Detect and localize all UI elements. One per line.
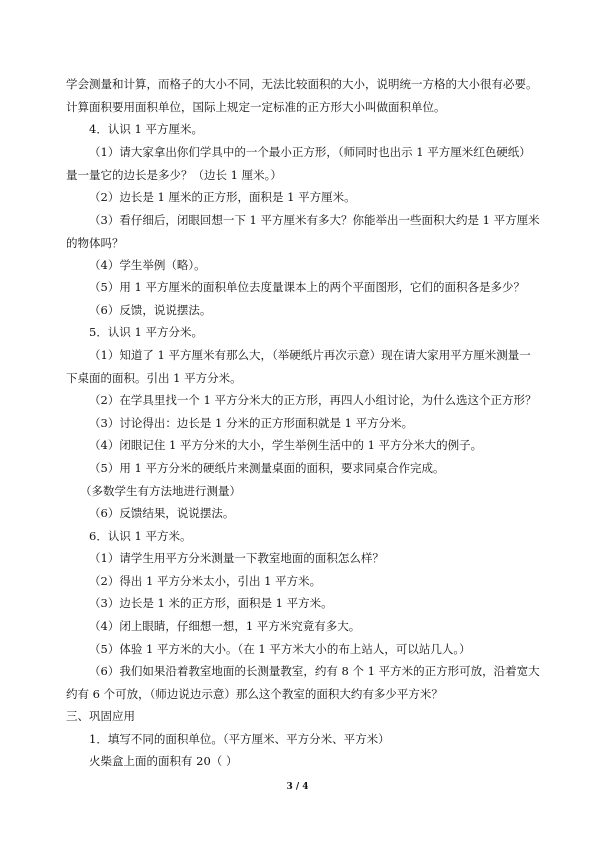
- step-cm-4: （4）学生举例（略）。: [89, 258, 206, 272]
- step-m-2: （2）得出 1 平方分米太小，引出 1 平方米。: [89, 574, 322, 588]
- heading-square-decimeter: 5．认识 1 平方分米。: [89, 325, 203, 339]
- heading-square-meter: 6．认识 1 平方米。: [89, 529, 192, 543]
- step-m-1: （1）请学生用平方分米测量一下教室地面的面积怎么样？: [89, 551, 384, 565]
- page-number: 3 / 4: [286, 782, 309, 792]
- section-heading-consolidate: 三、巩固应用: [66, 709, 135, 723]
- paragraph-intro-continued: 学会测量和计算，而格子的大小不同，无法比较面积的大小，说明统一方格的大小很有必要。计算面积要用面积单位，国际上规定一定标准的正方形大小叫做面积单位。: [66, 77, 538, 114]
- step-m-6: （6）我们如果沿着教室地面的长测量教室，约有 8 个 1 平方米的正方形可放，沿着宽大约有 6 个可放，（师边说边示意）那么这个教室的面积大约有多少平方米？: [66, 664, 540, 701]
- step-cm-1: （1）请大家拿出你们学具中的一个最小正方形，（师同时也出示 1 平方厘米红色硬纸）量一量它的边长是多少？（边长 1 厘米。）: [66, 145, 531, 182]
- step-dm-1: （1）知道了 1 平方厘米有那么大，（举硬纸片再次示意）现在请大家用平方厘米测量一下桌面的面积。引出 1 平方分米。: [66, 348, 531, 385]
- step-dm-2: （2）在学具里找一个 1 平方分米大的正方形，再四人小组讨论，为什么选这个正方形？: [89, 393, 537, 407]
- exercise-1: 1．填写不同的面积单位。（平方厘米、平方分米、平方米）: [89, 732, 390, 746]
- step-dm-6: （6）反馈结果，说说摆法。: [89, 506, 235, 520]
- step-dm-5: （5）用 1 平方分米的硬纸片来测量桌面的面积，要求同桌合作完成。: [89, 461, 445, 475]
- step-cm-5: （5）用 1 平方厘米的面积单位去度量课本上的两个平面图形，它们的面积各是多少？: [89, 280, 525, 294]
- step-dm-3: （3）讨论得出：边长是 1 分米的正方形面积就是 1 平方分米。: [89, 416, 414, 430]
- step-cm-2: （2）边长是 1 厘米的正方形，面积是 1 平方厘米。: [89, 190, 356, 204]
- step-m-4: （4）闭上眼睛，仔细想一想，1 平方米究竟有多大。: [89, 619, 361, 633]
- heading-square-centimeter: 4．认识 1 平方厘米。: [89, 122, 203, 136]
- step-cm-3: （3）看仔细后，闭眼回想一下 1 平方厘米有多大？你能举出一些面积大约是 1 平方厘米的物体吗？: [66, 213, 540, 250]
- note-measuring: （多数学生有方法地进行测量）: [80, 484, 241, 498]
- step-m-3: （3）边长是 1 米的正方形，面积是 1 平方米。: [89, 596, 333, 610]
- exercise-1-item: 火柴盒上面的面积有 20（ ）: [89, 754, 238, 768]
- step-dm-4: （4）闭眼记住 1 平方分米的大小，学生举例生活中的 1 平方分米大的例子。: [89, 438, 483, 452]
- step-m-5: （5）体验 1 平方米的大小。（在 1 平方米大小的布上站人，可以站几人。）: [89, 642, 471, 656]
- step-cm-6: （6）反馈，说说摆法。: [89, 303, 212, 317]
